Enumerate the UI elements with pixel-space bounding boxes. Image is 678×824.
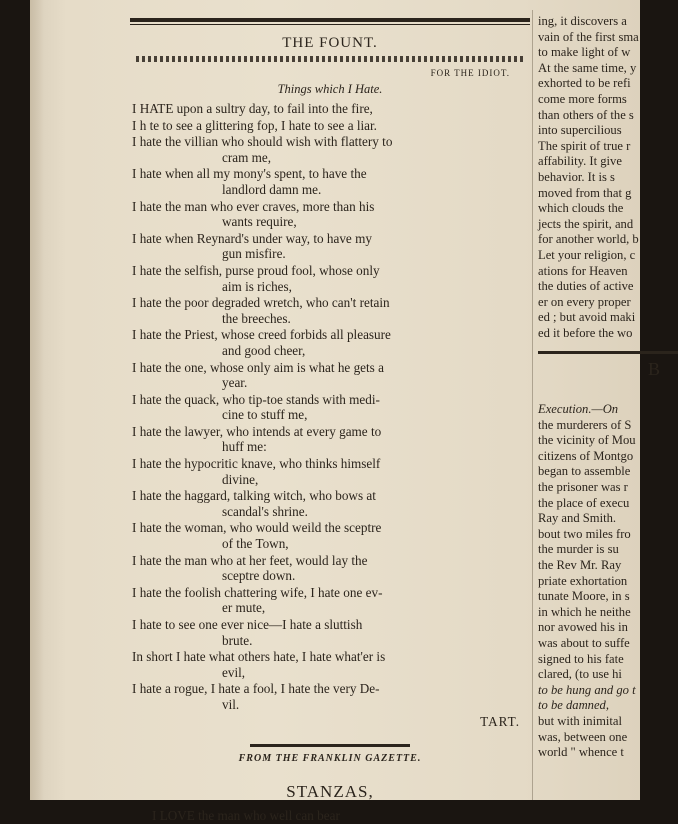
- right-column-line: affability. It give: [538, 154, 622, 169]
- poem-line-continued: scandal's shrine.: [222, 503, 308, 519]
- poem-stanza: [130, 488, 530, 519]
- poem-stanza: [130, 360, 530, 391]
- right-column-line: signed to his fate: [538, 651, 624, 666]
- poem-line: I h te to see a glittering fop, I hate to see a liar.: [132, 117, 377, 133]
- poem-line: I hate when Reynard's under way, to have my: [132, 230, 372, 246]
- top-rule-thin: [130, 24, 530, 25]
- right-column-line: into supercilious: [538, 123, 622, 138]
- poem-line-continued: cine to stuff me,: [222, 407, 308, 423]
- newspaper-page: [30, 0, 661, 824]
- poem-line: I hate the lawyer, who intends at every game to: [132, 423, 382, 439]
- poem-line-continued: the breeches.: [222, 310, 291, 326]
- poem-line-continued: gun misfire.: [222, 246, 286, 262]
- poem-line: I hate the man who ever craves, more than his: [132, 198, 375, 214]
- page-fold-shadow: [30, 0, 44, 800]
- poem-line: In short I hate what others hate, I hate what'er is: [132, 649, 386, 665]
- poem-line-continued: aim is riches,: [222, 278, 292, 294]
- poem-line: I hate the foolish chattering wife, I hate one ev-: [132, 584, 383, 600]
- right-column-line: ations for Heaven: [538, 263, 628, 278]
- poem-line-continued: and good cheer,: [222, 342, 306, 358]
- right-column-line: the prisoner was r: [538, 480, 628, 495]
- stanzas-title: STANZAS,: [286, 782, 374, 802]
- right-section-head: B: [648, 359, 661, 380]
- poem-stanza: [130, 134, 530, 165]
- right-column-line: the murderers of S: [538, 417, 632, 432]
- poem-stanza: [130, 101, 530, 117]
- poem-line: I hate the hypocritic knave, who thinks himself: [132, 456, 381, 472]
- column-divider: [532, 10, 533, 800]
- poem-line: I hate the Priest, whose creed forbids all pleasure: [132, 327, 391, 343]
- right-column-line: but with inimital: [538, 713, 622, 728]
- right-column-line: was about to suffe: [538, 635, 630, 650]
- poem-line-continued: er mute,: [222, 600, 266, 616]
- poem-stanza: [130, 263, 530, 294]
- right-column-line: the murder is su: [538, 542, 619, 557]
- right-section-rule: [538, 351, 678, 354]
- right-column-line: to make light of w: [538, 45, 631, 60]
- right-column-line: in which he neithe: [538, 604, 631, 619]
- ornament-divider: [130, 739, 530, 749]
- poem-line: I hate when all my mony's spent, to have the: [132, 166, 367, 182]
- poem-line: I hate the haggard, talking witch, who bows at: [132, 488, 376, 504]
- right-column-line: come more forms: [538, 91, 627, 106]
- poem-stanza: [130, 231, 530, 262]
- poem-stanza: [130, 617, 530, 648]
- poem-line-continued: cram me,: [222, 149, 272, 165]
- poem-line-continued: year.: [222, 375, 248, 391]
- right-column-line: ed ; but avoid maki: [538, 310, 636, 325]
- poem-stanza: [130, 327, 530, 358]
- right-column-line: vain of the first sma: [538, 29, 639, 44]
- poem-line-continued: huff me:: [222, 439, 267, 455]
- poem-line: I hate the poor degraded wretch, who can't retain: [132, 295, 390, 311]
- right-column-line: er on every proper: [538, 294, 631, 309]
- right-column-line: Execution.—On: [538, 402, 619, 417]
- poem-line: I hate the quack, who tip-toe stands with medi-: [132, 391, 380, 407]
- poem-title: Things which I Hate.: [277, 82, 383, 96]
- poem-line-continued: of the Town,: [222, 536, 289, 552]
- column-title: THE FOUNT.: [282, 35, 378, 51]
- right-column-line: clared, (to use hi: [538, 667, 622, 682]
- poem-line: I hate the one, whose only aim is what he gets a: [132, 359, 384, 375]
- right-column: [538, 14, 678, 761]
- poem-stanza: [130, 118, 530, 134]
- right-column-line: ed it before the wo: [538, 325, 633, 340]
- poem-stanza: [130, 649, 530, 680]
- stanzas-first-line: I LOVE the man who well can bear: [152, 808, 340, 824]
- poem-line-continued: landlord damn me.: [222, 181, 322, 197]
- poem-line: I hate the woman, who would weild the sceptre: [132, 520, 382, 536]
- ornamental-rule: [136, 56, 524, 62]
- poem-stanza: [130, 456, 530, 487]
- poem-stanza: [130, 392, 530, 423]
- right-column-line: moved from that g: [538, 185, 632, 200]
- poem-stanza: [130, 295, 530, 326]
- right-column-line: to be hung and go t: [538, 682, 636, 697]
- right-column-line: the Rev Mr. Ray: [538, 558, 622, 572]
- poem-line: I hate the man who at her feet, would lay the: [132, 552, 368, 568]
- poem-line-continued: divine,: [222, 471, 259, 487]
- poem-line: I hate the villian who should wish with flattery to: [132, 134, 393, 150]
- poem-signature: TART.: [480, 713, 520, 729]
- right-column-line: the vicinity of Mou: [538, 433, 636, 448]
- poem-stanza: [130, 166, 530, 197]
- poem-line-continued: brute.: [222, 632, 253, 648]
- poem-stanza: [130, 520, 530, 551]
- right-column-line: world " whence t: [538, 745, 624, 760]
- poem-stanza: [130, 585, 530, 616]
- right-column-line: the place of execu: [538, 495, 630, 510]
- right-column-line: began to assemble: [538, 464, 631, 479]
- right-column-line: Let your religion, c: [538, 247, 636, 262]
- right-column-line: tunate Moore, in s: [538, 589, 630, 604]
- poem-line: I hate the selfish, purse proud fool, whose only: [132, 262, 380, 278]
- poem-line-continued: wants require,: [222, 214, 297, 230]
- right-column-line: for another world, b: [538, 232, 639, 247]
- right-column-line: bout two miles fro: [538, 526, 631, 541]
- poem-stanza: [130, 681, 530, 712]
- right-column-line: citizens of Montgo: [538, 448, 634, 463]
- right-column-line: the duties of active: [538, 279, 634, 294]
- right-column-line: to be damned,: [538, 698, 609, 713]
- right-column-line: than others of the s: [538, 107, 634, 122]
- right-column-line: which clouds the: [538, 201, 624, 216]
- poem-line: I hate to see one ever nice—I hate a sluttish: [132, 617, 363, 632]
- right-lower-text: [538, 402, 678, 761]
- right-column-line: The spirit of true r: [538, 138, 631, 153]
- poem-stanza: [130, 199, 530, 230]
- right-column-line: nor avowed his in: [538, 620, 628, 635]
- right-upper-text: [538, 14, 678, 341]
- right-column-line: jects the spirit, and: [538, 216, 634, 231]
- poem-line: I hate a rogue, I hate a fool, I hate the very De-: [132, 681, 380, 697]
- right-column-line: was, between one: [538, 729, 628, 744]
- poem-stanza: [130, 553, 530, 584]
- right-column-line: exhorted to be refi: [538, 76, 631, 91]
- poem-stanza: [130, 424, 530, 455]
- right-column-line: ing, it discovers a: [538, 14, 627, 28]
- right-column-line: behavior. It is s: [538, 169, 615, 184]
- poem-line-continued: evil,: [222, 664, 246, 680]
- poem-line-continued: sceptre down.: [222, 568, 296, 584]
- poem: [130, 101, 530, 729]
- left-column: [130, 14, 530, 824]
- poem-line: I HATE upon a sultry day, to fail into the fire,: [132, 101, 373, 116]
- right-column-line: At the same time, y: [538, 60, 637, 75]
- right-column-line: Ray and Smith.: [538, 511, 617, 526]
- ornament-bar: [250, 744, 410, 747]
- poem-line-continued: vil.: [222, 696, 240, 712]
- right-column-line: priate exhortation: [538, 573, 628, 588]
- byline-source: FOR THE IDIOT.: [430, 68, 510, 78]
- top-rule: [130, 18, 530, 22]
- poem-signature-row: [130, 714, 530, 730]
- section-source: FROM THE FRANKLIN GAZETTE.: [238, 753, 422, 765]
